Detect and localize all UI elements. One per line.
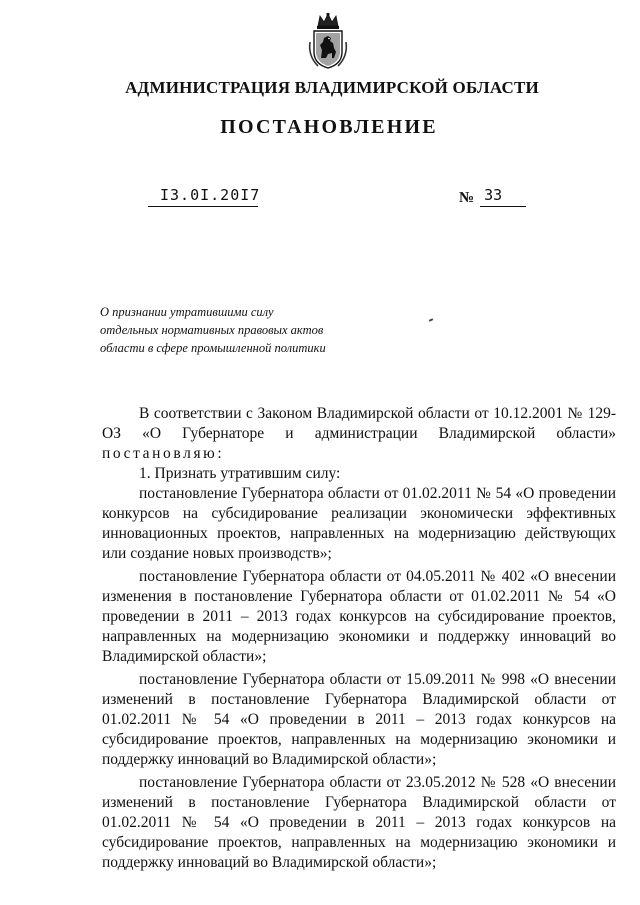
repealed-act-paragraph: постановление Губернатора области от 04.05.2011 № 402 «О внесении изменения в постановление Губернатора области от 01.02.2011 № 54 «О проведении в 2011 – 2013 годах конкурсов на субсидирование проектов, направленных на модернизацию экономики и поддержку инноваций во Владимирской области»;	[102, 568, 616, 665]
scan-speck	[429, 318, 433, 322]
document-type-title: ПОСТАНОВЛЕНИЕ	[220, 116, 438, 138]
repealed-act-paragraph: постановление Губернатора области от 23.05.2012 № 528 «О внесении изменений в постановление Губернатора Владимирской области от 01.02.2011 № 54 «О проведении в 2011 – 2013 годах конкурсов на субсидирование проектов, направленных на модернизацию экономики и поддержку инноваций во Владимирской области»;	[102, 774, 616, 871]
document-number-block	[459, 186, 526, 207]
coat-of-arms-emblem	[306, 12, 350, 70]
document-number: 33	[480, 186, 526, 207]
number-sign: №	[459, 190, 475, 206]
intro-paragraph	[102, 404, 616, 464]
document-date: I3.0I.20I7	[148, 186, 258, 207]
document-body	[102, 404, 616, 873]
subject-line: области в сфере промышленной политики	[100, 341, 326, 355]
intro-text: В соответствии с Законом Владимирской области от 10.12.2001 № 129-ОЗ «О Губернаторе и администрации Владимирской области»	[102, 405, 616, 442]
repealed-act-paragraph: постановление Губернатора области от 01.02.2011 № 54 «О проведении конкурсов на субсидирование реализации экономически эффективных инновационных проектов, направленных на модернизацию действующих или создание новых производств»;	[102, 485, 616, 562]
repealed-act-paragraph: постановление Губернатора области от 15.09.2011 № 998 «О внесении изменений в постановление Губернатора Владимирской области от 01.02.2011 № 54 «О проведении в 2011 – 2013 годах конкурсов на субсидирование проектов, направленных на модернизацию экономики и поддержку инноваций во Владимирской области»;	[102, 671, 616, 768]
subject-line: отдельных нормативных правовых актов	[100, 323, 324, 337]
subject-line: О признании утратившими силу	[100, 305, 274, 319]
organization-name: АДМИНИСТРАЦИЯ ВЛАДИМИРСКОЙ ОБЛАСТИ	[125, 78, 539, 97]
decree-word: постановляю:	[102, 445, 225, 462]
item-1-heading: 1. Признать утратившим силу:	[139, 465, 341, 482]
document-subject	[100, 303, 326, 357]
